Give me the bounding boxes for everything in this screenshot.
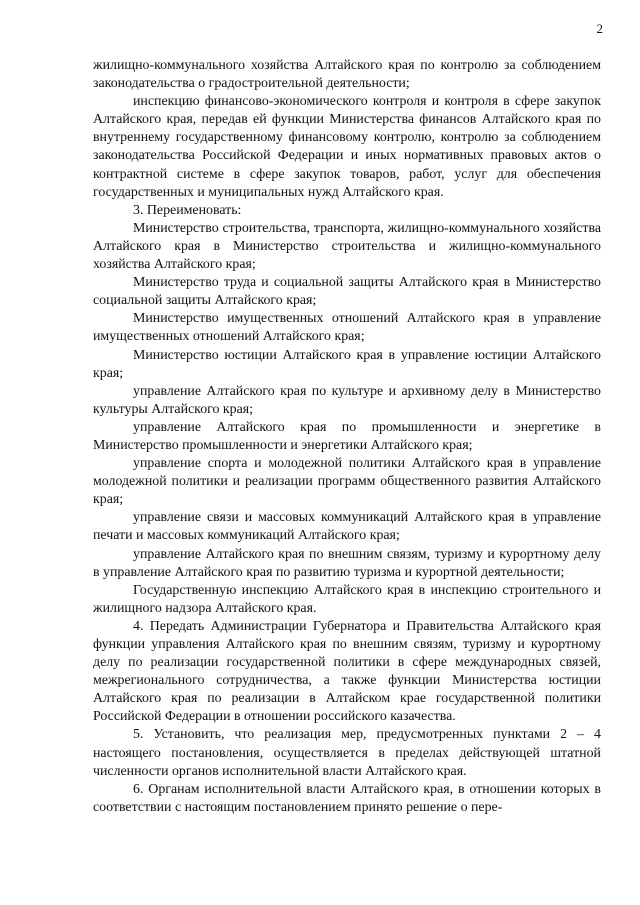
paragraph: 6. Органам исполнительной власти Алтайского края, в отношении которых в соответствии с настоящим постановлением принято решение о пере-	[93, 781, 601, 815]
paragraph: управление Алтайского края по культуре и архивному делу в Министерство культуры Алтайского края;	[93, 383, 601, 417]
paragraph: Государственную инспекцию Алтайского края в инспекцию строительного и жилищного надзора Алтайского края.	[93, 582, 601, 616]
paragraph: Министерство труда и социальной защиты Алтайского края в Министерство социальной защиты Алтайского края;	[93, 275, 601, 309]
paragraph: управление спорта и молодежной политики Алтайского края в управление молодежной политики и реализации программ общественного развития Алтайского края;	[93, 456, 601, 508]
paragraph: Министерство юстиции Алтайского края в управление юстиции Алтайского края;	[93, 347, 601, 381]
paragraph: Министерство имущественных отношений Алтайского края в управление имущественных отношений Алтайского края;	[93, 311, 601, 345]
paragraph: Министерство строительства, транспорта, жилищно-коммунального хозяйства Алтайского края в Министерство строительства и жилищно-коммунального хозяйства Алтайского края;	[93, 220, 601, 273]
paragraph: управление связи и массовых коммуникаций Алтайского края в управление печати и массовых коммуникаций Алтайского края;	[93, 510, 601, 544]
paragraph: управление Алтайского края по промышленности и энергетике в Министерство промышленности и энергетики Алтайского края;	[93, 419, 601, 453]
paragraph: 4. Передать Администрации Губернатора и Правительства Алтайского края функции управления Алтайского края по внешним связям, туризму и курортному делу по реализации государственной политики в сфере международных связей, межрегионального сотрудничества, а также функции Министерства юстиции Алтайского края по реализации в Алтайском крае государственной политики Российской Федерации в отношении российского казачества.	[93, 618, 601, 725]
paragraph: 5. Установить, что реализация мер, предусмотренных пунктами 2 – 4 настоящего постановления, осуществляется в пределах действующей штатной численности органов исполнительной власти Алтайского края.	[93, 727, 601, 779]
paragraph: жилищно-коммунального хозяйства Алтайского края по контролю за соблюдением законодательства о градостроительной деятельности;	[93, 58, 601, 92]
paragraph: управление Алтайского края по внешним связям, туризму и курортному делу в управление Алтайского края по развитию туризма и курортной деятельности;	[93, 546, 601, 580]
paragraph: инспекцию финансово-экономического контроля и контроля в сфере закупок Алтайского края, передав ей функции Министерства финансов Алтайского края по внутреннему государственному финансовому контролю, контролю за соблюдением законодательства Российской Федерации и иных нормативных правовых актов о контрактной системе в сфере закупок товаров, работ, услуг для обеспечения государственных и муниципальных нужд Алтайского края.	[93, 94, 601, 200]
paragraph: 3. Переименовать:	[133, 202, 242, 218]
page-number: 2	[596, 21, 603, 36]
document-body	[93, 57, 601, 817]
